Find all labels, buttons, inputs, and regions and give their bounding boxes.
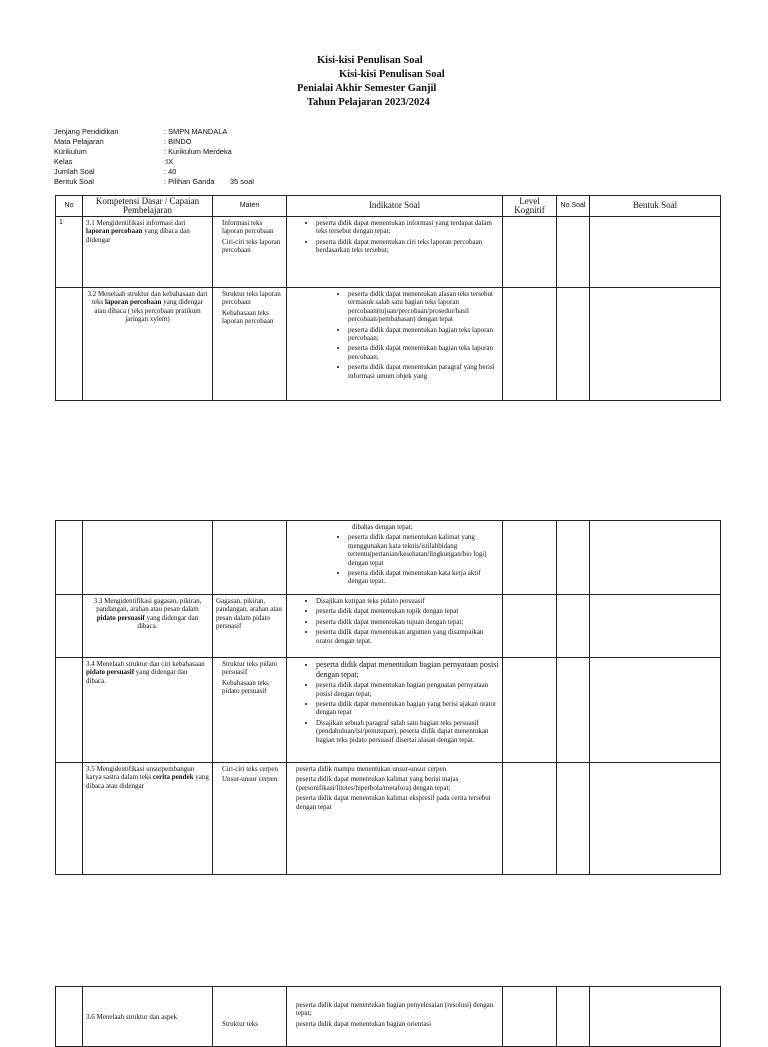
cell-level [503,521,557,595]
indikator-item: • peserta didik dapat menentukan tujuan dengan tepat; [316,618,499,626]
kd-text: yang didengar dan dibaca. [137,613,199,631]
indikator-item: • Disajikan kutipan teks pidato persuasif [316,597,499,605]
cell-nosoal [557,521,590,595]
kd-text: yang dibaca dan didengar [86,227,190,244]
indikator-item: • peserta didik dapat menentukan topik dengan tepat [316,607,499,615]
materi-item: • Struktur teks pidato persuasif [222,660,283,677]
cell-level [503,763,557,875]
indikator-item: • peserta didik dapat menentukan paragraf yang berisi informasi umum objek yang [348,363,499,380]
cell-indikator [287,595,503,658]
indikator-item: • peserta didik dapat menentukan ciri teks laporan percobaan berdasarkan teks tersebut; [316,238,499,255]
kd-bold-text: pidato persuasif [86,668,135,677]
cell-level [503,987,557,1047]
materi-item: • Kebahasaan teks pidato persuasif [222,679,283,696]
kd-text: 3.5 Mengidentifikasi unsurpembangun karya sastra dalam teks [86,765,195,782]
cell-kd [83,288,213,401]
info-value: : Pilihan Ganda [164,177,215,186]
header-no: No [56,196,83,217]
table-row [56,763,721,875]
kd-text: 3.2 Menelaah struktur dan kebahasaan dari teks [87,290,208,307]
materi-item: • Struktur teks laporan percobaan [222,290,283,307]
table-row [56,987,721,1047]
indikator-item: • peserta didik dapat menentukan bagian teks laporan percobaan; [348,344,499,361]
cell-materi [213,658,287,763]
cell-bentuk [590,987,721,1047]
table-header-row [56,196,721,217]
indikator-item: • peserta didik mampu menentukan unsur-unsur cerpen [296,765,499,773]
info-label: Jenjang Pendidikan [54,127,119,136]
cell-materi [213,288,287,401]
materi-item: • Ciri-ciri teks cerpen [222,765,283,773]
indikator-item: • peserta didik dapat menentukan bagian orientasi [296,1020,499,1028]
kd-text: yang didengar dan dibaca. [86,668,188,685]
kd-text: 3.6 Menelaah struktur dan aspek [86,1013,178,1021]
cell-bentuk [590,288,721,401]
indikator-item: • peserta didik dapat menentukan argumen yang disampaikan orator dengan tepat. [316,628,499,645]
cell-materi [213,521,287,595]
indikator-item: • peserta didik dapat menentukan kalimat yang menggunakan kata teknis/istilahbidang tertentu(pertanian/kesehatan/lingkungan/bio logi) dengan tepat [348,533,499,567]
header-bentuk: Bentuk Soal [590,196,721,217]
table-row [56,217,721,288]
header-nosoal: No.Soal [557,196,590,217]
materi-item: • Kebahasaan teks laporan percobaan [222,309,283,326]
indikator-item: • peserta didik dapat menentukan kalimat yang berisi majas (personifikasi/litotes/hiperbola/metafora) dengan tepat; [296,775,499,792]
cell-no: 1 [56,217,83,288]
kd-text: yang dibaca atau didengar [86,773,209,790]
cell-no [56,987,83,1047]
cell-materi [213,217,287,288]
cell-level [503,288,557,401]
indikator-item: • peserta didik dapat menentukan kalimat ekspresif pada cerita tersebut dengan tepat [296,794,499,811]
doc-title-line-2: Kisi-kisi Penulisan Soal [339,69,445,80]
cell-kd [83,217,213,288]
kd-text: 3.4 Menelaah struktur dan ciri kebahasaan [86,660,205,668]
indikator-item: • peserta didik dapat menentukan informasi yang terdapat dalam teks tersebut dengan tepat; [316,219,499,236]
info-label: Mata Pelajaran [54,137,104,146]
indikator-item: • peserta didik dapat menentukan bagian penyelesaian (resolusi) dengan tepat; [296,1001,499,1018]
cell-indikator [287,217,503,288]
indikator-item: • peserta didik dapat menentukan bagian pernyataan posisi dengan tepat; [316,660,499,679]
info-extra: 35 soal [230,177,254,186]
header-indikator: Indikator Soal [287,196,503,217]
kd-bold-text: cerita pendek [152,773,194,782]
cell-no [56,763,83,875]
kd-text: 3.1 Mengidentifikasi informasi dari [86,219,186,227]
indikator-item: • peserta didik dapat menentukan bagian teks laporan percobaan; [348,326,499,343]
kd-bold-text: laporan percobaan [104,298,162,307]
indikator-item: • peserta didik dapat menentukan alasan teks tersebut termasuk salah satu bagian teks laporan percobaan(tujuan/percobaan/prosedur/hasil percobaan/pembahasan) dengan tepat [348,290,499,324]
cell-bentuk [590,521,721,595]
cell-materi [213,595,287,658]
info-label: Kelas [54,157,73,166]
cell-indikator [287,658,503,763]
materi-item: • Struktur teks [222,1020,283,1028]
cell-kd [83,658,213,763]
indikator-item: • peserta didik dapat menentukan bagian yang berisi ajakan orator dengan tepat [316,700,499,717]
cell-bentuk [590,763,721,875]
cell-nosoal [557,763,590,875]
table-row [56,521,721,595]
kd-bold-text: pidato persuasif [96,613,145,622]
cell-nosoal [557,595,590,658]
kd-text: 3.3 Mengidentifikasi gagasan, pikiran, pandangan, arahan atau pesan dalam [93,597,202,614]
cell-kd [83,763,213,875]
materi-item: • Informasi teks laporan percobaan [222,219,283,236]
cell-level [503,217,557,288]
cell-no [56,595,83,658]
materi-text: Unsur-unsur cerpen [222,775,278,784]
kisi-table-page-3 [55,986,721,1047]
kd-text: yang didengar atau dibaca ( teks percobaan pratikum jaringan xylem) [94,298,204,324]
indikator-item: • Disajikan sebuah paragraf salah satu bagian teks persuasif (pendahuluan/isi/penutupan), peserta didik dapat menentukan bagian teks pidato persuasif disertai alasan dengan tepat. [316,719,499,744]
kisi-table-page-2 [55,520,721,875]
indikator-item: • peserta didik dapat menentukan bagian penguatan pernyataan posisi dengan tepat; [316,681,499,698]
cell-kd [83,521,213,595]
kisi-table-page-1 [55,195,721,401]
cell-bentuk [590,658,721,763]
materi-text: Gagasan, pikiran, pandangan, arahan atau pesan dalam pidato persuasif [216,597,282,631]
cell-kd [83,595,213,658]
doc-title-line-4: Tahun Pelajaran 2023/2024 [307,97,430,108]
cell-indikator [287,763,503,875]
cell-bentuk [590,595,721,658]
kd-bold-text: laporan percobaan [86,227,143,236]
table-row [56,658,721,763]
materi-item: • Ciri-ciri teks laporan percobaan [222,238,283,255]
info-label: Bentuk Soal [54,177,94,186]
indikator-item: • peserta didik dapat menentukan kata kerja aktif dengan tepat. [348,569,499,586]
cell-materi [213,987,287,1047]
cell-nosoal [557,987,590,1047]
info-value: : SMPN MANDALA [164,127,228,136]
header-level: Level Kognitif [503,196,557,217]
cell-indikator [287,288,503,401]
header-materi: Materi [213,196,287,217]
cell-nosoal [557,217,590,288]
cell-indikator [287,987,503,1047]
cell-level [503,595,557,658]
header-kd: Kompetensi Dasar / Capaian Pembelajaran [83,196,213,217]
cell-nosoal [557,658,590,763]
cell-kd [83,987,213,1047]
indikator-continuation: dibahas dengan tepat; [352,523,413,531]
cell-indikator [287,521,503,595]
cell-no [56,658,83,763]
info-value: : Kurikulum Merdeka [164,147,232,156]
info-value: : BINDO [164,137,192,146]
table-row [56,288,721,401]
info-label: Jumlah Soal [54,167,95,176]
info-value: : 40 [164,167,177,176]
cell-no [56,521,83,595]
cell-no [56,288,83,401]
cell-nosoal [557,288,590,401]
cell-materi [213,763,287,875]
doc-title-line-1: Kisi-kisi Penulisan Soal [317,55,423,66]
cell-level [503,658,557,763]
doc-title-line-3: Penialai Akhir Semester Ganjil [297,83,437,94]
table-row [56,595,721,658]
cell-bentuk [590,217,721,288]
info-label: Kurikulum [54,147,87,156]
info-value: :IX [164,157,174,166]
